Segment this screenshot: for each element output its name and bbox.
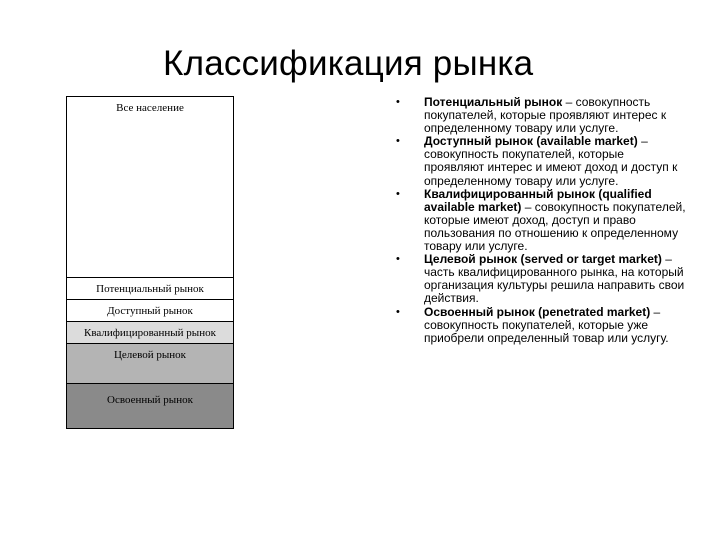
segment-target-market: Целевой рынок bbox=[67, 343, 233, 383]
segment-qualified-market: Квалифицированный рынок bbox=[67, 321, 233, 343]
bullet-icon: • bbox=[396, 135, 400, 148]
item-term: Доступный рынок (available market) bbox=[424, 134, 638, 149]
bullet-icon: • bbox=[396, 253, 400, 266]
list-item bbox=[396, 188, 686, 253]
list-item bbox=[396, 96, 686, 135]
segment-all-population-label: Все население bbox=[116, 102, 184, 114]
segment-penetrated-market: Освоенный рынок bbox=[67, 383, 233, 428]
list-item bbox=[396, 135, 686, 187]
bullet-icon: • bbox=[396, 305, 400, 318]
market-diagram bbox=[66, 96, 234, 429]
bullet-icon: • bbox=[396, 187, 400, 200]
item-definition: – совокупность покупателей, которые уже приобрели определенный товар или услугу. bbox=[424, 304, 669, 345]
item-definition: – совокупность покупателей, которые проявляют интерес и имеют доход и доступ к определенному товару или услуге. bbox=[424, 134, 678, 188]
list-item bbox=[396, 306, 686, 345]
item-term: Освоенный рынок (penetrated market) bbox=[424, 304, 651, 319]
item-definition: – часть квалифицированного рынка, на который организация культуры решила направить свои действия. bbox=[424, 252, 685, 306]
item-term: Целевой рынок (served or target market) bbox=[424, 252, 662, 267]
segment-potential-market: Потенциальный рынок bbox=[67, 277, 233, 299]
definitions-list bbox=[396, 96, 686, 345]
item-term: Квалифицированный рынок (qualified available market) bbox=[424, 186, 652, 214]
item-definition: – совокупность покупателей, которые имеют доход, доступ и право пользования по отношению к определенному товару или услуге. bbox=[424, 199, 686, 254]
bullet-icon: • bbox=[396, 96, 400, 108]
page-title: Классификация рынка bbox=[163, 44, 534, 83]
list-item bbox=[396, 253, 686, 305]
item-definition: – совокупность покупателей, которые проявляют интерес к определенному товару или услуге. bbox=[424, 95, 667, 136]
segment-available-market: Доступный рынок bbox=[67, 299, 233, 321]
item-term: Потенциальный рынок bbox=[424, 95, 563, 109]
segment-all-population bbox=[67, 97, 233, 277]
